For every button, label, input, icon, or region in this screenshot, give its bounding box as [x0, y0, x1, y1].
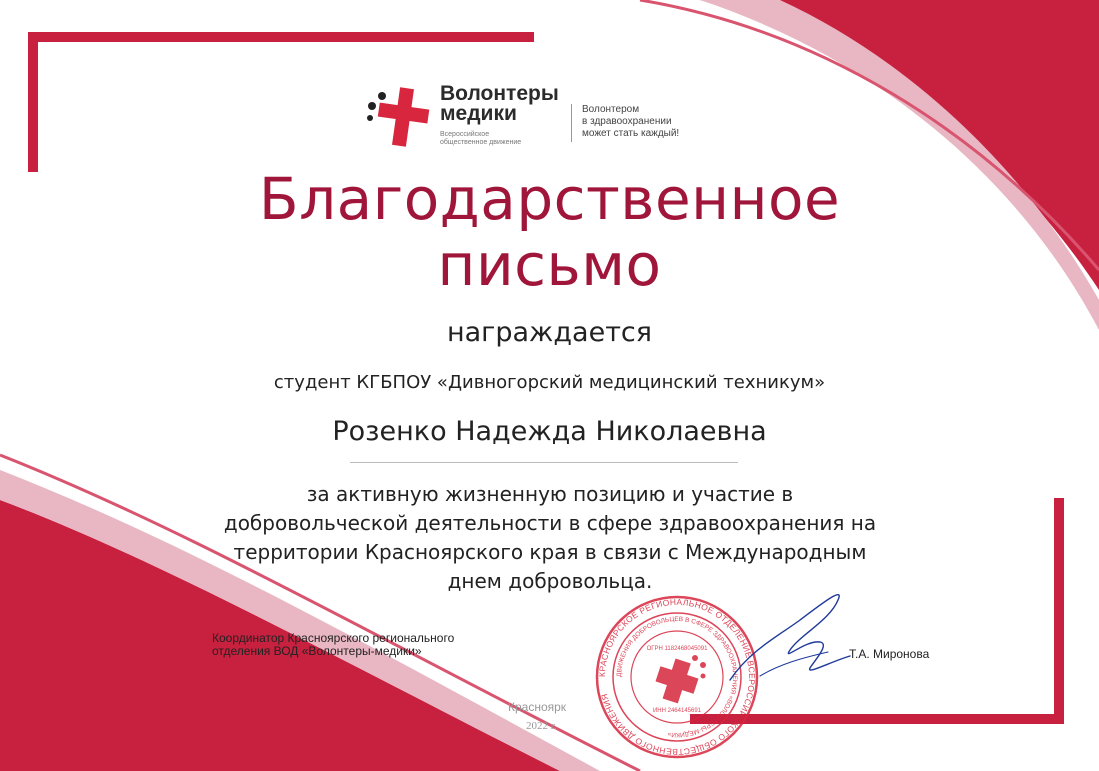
stamp-cross-icon [651, 655, 702, 707]
recipient-name: Розенко Надежда Николаевна [332, 416, 767, 447]
reason-line2: добровольческой деятельности в сфере здравоохранения на [223, 511, 877, 535]
logo-name-line2: медики [440, 102, 517, 125]
coordinator-line1: Координатор Красноярского регионального [212, 631, 455, 645]
stamp-inn: ИНН 2464145691 [652, 708, 702, 714]
reason-line1: за активную жизненную позицию и участие в [306, 482, 794, 506]
year: 2022 г. [526, 720, 557, 732]
coordinator-line2: отделения ВОД «Волонтеры-медики» [212, 644, 422, 658]
logo-subtitle-line2: общественное движение [440, 139, 522, 146]
signature [720, 580, 860, 700]
slogan-line2: в здравоохранении [582, 116, 672, 127]
coordinator-title [212, 632, 532, 658]
city: Красноярк [508, 700, 567, 714]
student-line: студент КГБПОУ «Дивногорский медицинский техникум» [273, 372, 826, 393]
logo-subtitle-line1: Всероссийское [440, 131, 490, 138]
stamp-ogrn: ОГРН 1182468045091 [646, 646, 708, 652]
stamp-outer-text: КРАСНОЯРСКОЕ РЕГИОНАЛЬНОЕ ОТДЕЛЕНИЕ ВСЕРОССИЙСКОГО ОБЩЕСТВЕННОГО ДВИЖЕНИЯ [596, 596, 758, 758]
title-line2: письмо [437, 231, 662, 299]
logo-divider [571, 104, 572, 142]
logo-subtitle [440, 131, 560, 147]
slogan [582, 104, 722, 140]
medical-cross-icon [367, 85, 432, 149]
award-reason [180, 480, 920, 596]
reason-line4: днем добровольца. [447, 569, 653, 593]
logo-name-line1: Волонтеры [440, 82, 559, 105]
title-line1: Благодарственное [258, 165, 841, 233]
logo-name [440, 84, 559, 124]
certificate-title [0, 166, 1099, 298]
signer-name: Т.А. Миронова [849, 647, 930, 661]
slogan-line3: может стать каждый! [582, 128, 680, 139]
name-underline [350, 462, 738, 463]
slogan-line1: Волонтером [582, 104, 640, 115]
awarded-label: награждается [446, 317, 653, 348]
stamp-inner-text: ДВИЖЕНИЯ ДОБРОВОЛЬЦЕВ В СФЕРЕ ЗДРАВООХРАНЕНИЯ «ВОЛОНТЕРЫ-МЕДИКИ» [615, 615, 739, 739]
reason-line3: территории Красноярского края в связи с Международным [233, 540, 867, 564]
